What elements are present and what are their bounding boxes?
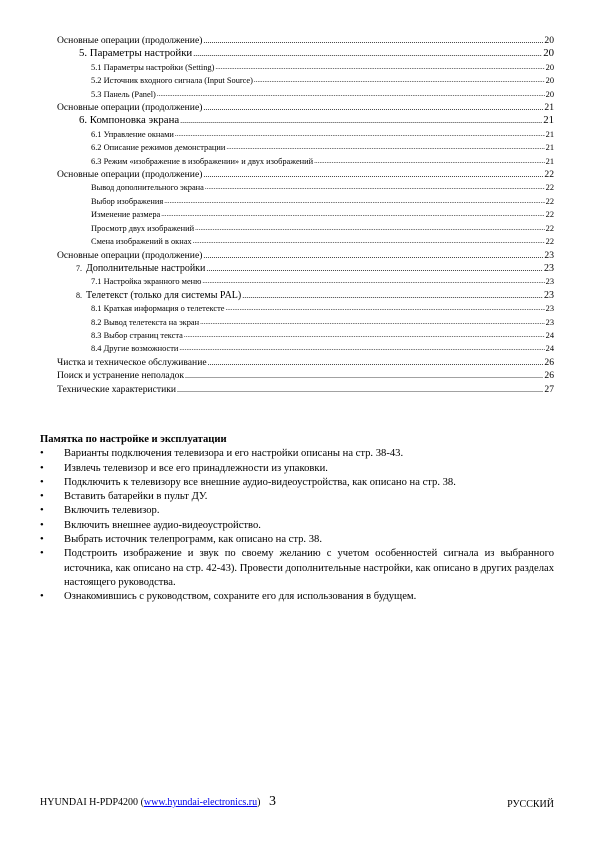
toc-entry-title [91,222,194,235]
toc-entry-text: 6. Компоновка экрана [79,114,180,127]
toc-entry-text: Дополнительные настройки [86,262,206,274]
toc-entry-title [91,61,214,74]
toc-entry-text: Основные операции (продолжение) [57,169,203,181]
toc-entry[interactable] [57,222,554,235]
toc-page-number: 23 [544,289,554,301]
toc-page-number: 23 [545,277,554,287]
toc-entry-title [91,275,201,288]
dot-leader [205,181,545,194]
toc-entry-text: 5.2 Источник входного сигнала (Input Source) [91,76,253,86]
toc-entry[interactable] [57,168,554,181]
toc-entry[interactable] [57,128,554,141]
list-item [40,590,554,604]
list-item [40,447,554,461]
dot-leader [177,383,543,396]
toc-entry-text: Выбор изображения [91,196,164,206]
bullet-icon: • [40,476,44,488]
toc-page-number: 27 [544,383,554,395]
toc-entry-title [57,168,202,181]
dot-leader [202,275,544,288]
list-item-text: Включить телевизор. [64,505,160,517]
list-item [40,490,554,504]
toc-entry-title [76,262,205,275]
toc-page-number: 24 [545,344,554,354]
toc-entry-text: 8.4 Другие возможности [91,344,179,354]
toc-entry-title [91,302,225,315]
toc-entry-title [57,356,207,369]
toc-entry[interactable] [57,208,554,221]
toc-page-number: 26 [544,356,554,368]
bullet-icon: • [40,519,44,531]
dot-leader [161,208,544,221]
toc-entry-title [91,195,163,208]
toc-entry[interactable] [57,34,554,47]
list-item [40,476,554,490]
toc-entry-text: Вывод дополнительного экрана [91,183,204,193]
list-item-text: Выбрать источник телепрограмм, как описано на стр. 38. [64,534,322,546]
footer-left: HYUNDAI H-PDP4200 (www.hyundai-electronics.ru) 3 [40,794,276,809]
dot-leader [203,101,543,114]
dot-leader [157,88,545,101]
toc-entry-text: Поиск и устранение неполадок [57,370,185,382]
dot-leader [208,356,544,369]
toc-entry-text: 5. Параметры настройки [79,47,193,60]
toc-entry[interactable] [57,316,554,329]
toc-entry-text: Чистка и техническое обслуживание [57,356,207,368]
toc-entry[interactable] [57,342,554,355]
toc-entry-title [91,329,183,342]
toc-page-number: 21 [543,114,554,127]
dot-leader [164,195,544,208]
page-footer [40,794,554,810]
bullet-icon: • [40,534,44,546]
toc-page-number: 20 [545,62,554,72]
toc-page-number: 21 [545,156,554,166]
toc-page-number: 21 [545,129,554,139]
list-item-text: Подстроить изображение и звук по своему желанию с учетом особенностей сигнала из выбранного источника, как описано на стр. 42-43). Провести дополнительные настройки, как описано в других разделах настоящего руководства. [64,548,554,588]
toc-entry-title [57,101,202,114]
dot-leader [195,222,545,235]
toc-page-number: 24 [545,330,554,340]
bullet-icon: • [40,505,44,517]
toc-page-number: 21 [545,143,554,153]
memo-title: Памятка по настройке и эксплуатации [40,434,227,445]
toc-page-number: 22 [545,183,554,193]
bullet-icon: • [40,491,44,503]
toc-entry-number: 7. [76,263,82,273]
memo-list [40,447,554,604]
toc-page-number: 20 [545,89,554,99]
toc-entry-text: Просмотр двух изображений [91,223,195,233]
toc-entry-title [91,181,204,194]
list-item [40,519,554,533]
toc-page-number: 22 [545,223,554,233]
toc-entry-text: 6.2 Описание режимов демонстрации [91,143,226,153]
list-item [40,547,554,590]
list-item [40,533,554,547]
dot-leader [226,141,544,154]
footer-model: HYUNDAI H-PDP4200 [40,797,139,808]
dot-leader [200,316,545,329]
toc-entry-text: 5.1 Параметры настройки (Setting) [91,62,215,72]
dot-leader [184,329,545,342]
list-item [40,504,554,518]
toc-entry[interactable] [57,383,554,396]
toc-entry-text: Изменение размера [91,210,161,220]
dot-leader [254,74,545,87]
list-item [40,462,554,476]
toc-entry-title [76,289,241,302]
toc-entry-text: 6.1 Управление окнами [91,129,174,139]
toc-entry[interactable] [57,114,554,127]
bullet-icon: • [40,591,44,603]
dot-leader [193,235,545,248]
toc-entry[interactable] [57,101,554,114]
list-item-text: Варианты подключения телевизора и его настройки описаны на стр. 38-43. [64,448,404,460]
toc-entry-text: 5.3 Панель (Panel) [91,89,156,99]
toc-entry-text: Смена изображений в окнах [91,237,192,247]
toc-entry[interactable] [57,181,554,194]
toc-entry[interactable] [57,356,554,369]
toc-page-number: 26 [544,370,554,382]
dot-leader [175,128,545,141]
table-of-contents [57,34,554,396]
toc-entry-title [91,128,174,141]
toc-entry[interactable] [57,275,554,288]
dot-leader [185,369,543,382]
toc-page-number: 20 [543,47,554,60]
toc-page-number: 20 [545,76,554,86]
toc-entry[interactable] [57,47,554,60]
toc-entry-title [57,249,202,262]
page-number: 3 [268,794,276,809]
dot-leader [314,155,545,168]
list-item-text: Подключить к телевизору все внешние аудио-видеоустройства, как описано на стр. 38. [64,476,456,488]
bullet-icon: • [40,548,44,560]
toc-entry-title [91,88,156,101]
toc-entry-title [79,47,192,60]
toc-entry-text: Основные операции (продолжение) [57,249,203,261]
footer-website-link[interactable]: www.hyundai-electronics.ru [143,797,258,808]
toc-entry-text: Основные операции (продолжение) [57,102,203,114]
toc-entry-title [91,208,160,221]
toc-entry-text: 8.2 Вывод телетекста на экран [91,317,200,327]
toc-entry-text: Телетекст (только для системы PAL) [86,289,242,301]
toc-entry-title [57,369,184,382]
toc-entry-number: 8. [76,290,82,300]
toc-entry-text: Основные операции (продолжение) [57,35,203,46]
toc-entry[interactable] [57,235,554,248]
toc-page-number: 23 [544,249,554,261]
toc-entry[interactable] [57,195,554,208]
dot-leader [179,342,544,355]
toc-page-number: 21 [544,102,554,114]
toc-page-number: 23 [545,317,554,327]
dot-leader [180,114,542,127]
bullet-icon: • [40,448,44,460]
toc-entry[interactable] [57,155,554,168]
setup-memo [40,433,554,605]
toc-page-number: 22 [545,210,554,220]
toc-entry[interactable] [57,249,554,262]
toc-entry-text: Технические характеристики [57,383,177,395]
toc-entry-title [91,316,199,329]
dot-leader [203,249,543,262]
toc-entry-title [91,342,178,355]
list-item-text: Извлечь телевизор и все его принадлежности из упаковки. [64,462,328,474]
toc-entry-title [91,74,253,87]
dot-leader [242,289,543,302]
dot-leader [203,34,543,47]
footer-language: РУССКИЙ [507,799,554,810]
toc-entry-title [91,141,225,154]
toc-entry[interactable] [57,369,554,382]
toc-entry-text: 7.1 Настройка экранного меню [91,277,202,287]
bullet-icon: • [40,462,44,474]
dot-leader [215,61,544,74]
toc-entry-title [57,34,202,47]
toc-entry-text: 8.3 Выбор страниц текста [91,330,183,340]
toc-entry-text: 6.3 Режим «изображение в изображении» и двух изображений [91,156,314,166]
toc-entry-title [91,155,313,168]
dot-leader [193,47,542,60]
toc-page-number: 23 [544,262,554,274]
toc-entry[interactable] [57,61,554,74]
list-item-text: Ознакомившись с руководством, сохраните его для использования в будущем. [64,591,417,603]
toc-entry[interactable] [57,141,554,154]
dot-leader [203,168,543,181]
list-item-text: Включить внешнее аудио-видеоустройство. [64,519,261,531]
list-item-text: Вставить батарейки в пульт ДУ. [64,491,208,503]
dot-leader [206,262,543,275]
toc-page-number: 22 [545,196,554,206]
dot-leader [226,302,545,315]
toc-entry-title [79,114,179,127]
toc-entry-text: 8.1 Краткая информация о телетексте [91,304,225,314]
toc-entry[interactable] [57,289,554,302]
toc-entry[interactable] [57,262,554,275]
toc-entry-title [57,383,176,396]
toc-entry[interactable] [57,329,554,342]
toc-entry[interactable] [57,302,554,315]
toc-entry[interactable] [57,88,554,101]
toc-entry-title [91,235,192,248]
toc-entry[interactable] [57,74,554,87]
toc-page-number: 23 [545,304,554,314]
toc-page-number: 22 [544,169,554,181]
toc-page-number: 22 [545,237,554,247]
toc-page-number: 20 [544,35,554,46]
